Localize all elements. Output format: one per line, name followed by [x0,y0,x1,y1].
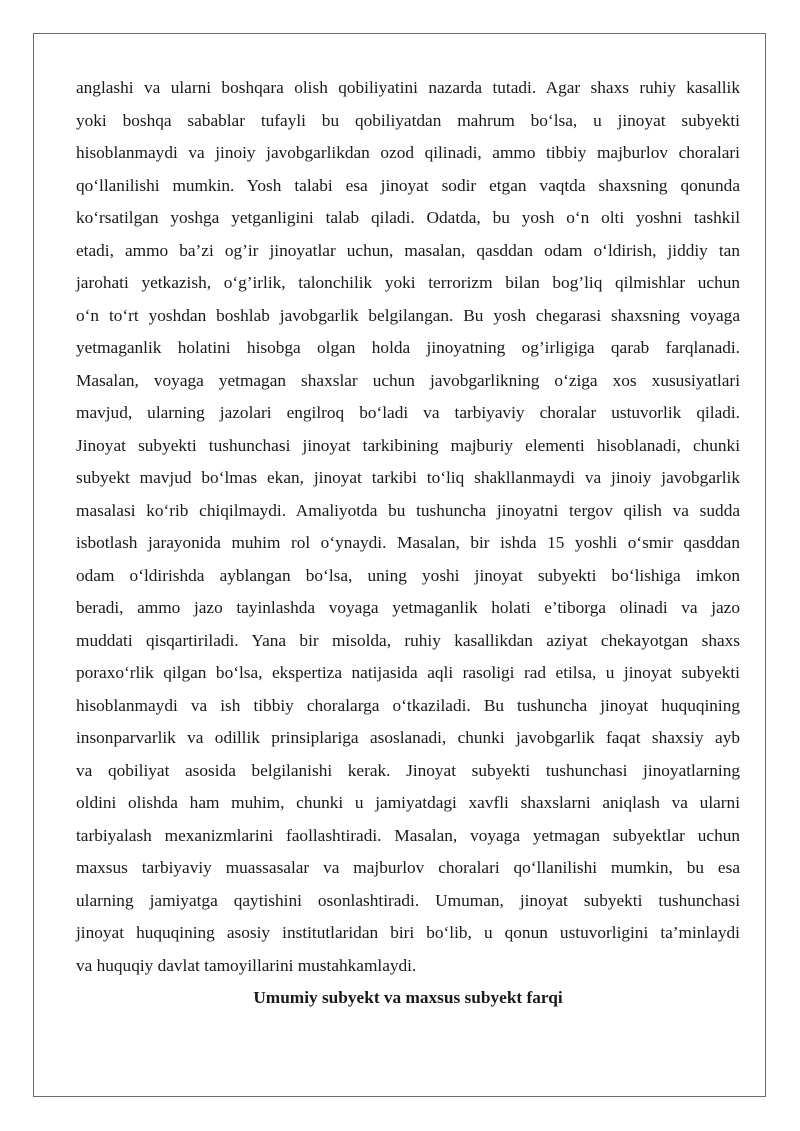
paragraph-line: mavjud, ularning jazolari engilroq bo‘ladi va tarbiyaviy choralar ustuvorlik qiladi. [76,403,740,422]
paragraph-line: odam o‘ldirishda ayblangan bo‘lsa, uning yoshi jinoyat subyekti bo‘lishiga imkon [76,565,740,585]
section-heading: Umumiy subyekt va maxsus subyekt farqi [253,988,563,1007]
paragraph-line: masalasi ko‘rib chiqilmaydi. Amaliyotda bu tushuncha jinoyatni tergov qilish va sudda [76,500,740,520]
paragraph-line: oldini olishda ham muhim, chunki u jamiyatdagi xavfli shaxslarni aniqlash va ularni [76,793,740,812]
paragraph-line: muddati qisqartiriladi. Yana bir misolda, ruhiy kasallikdan aziyat chekayotgan shaxs [76,630,740,650]
paragraph-line: Jinoyat subyekti tushunchasi jinoyat tarkibining majburiy elementi hisoblanadi, chunki [76,435,740,455]
paragraph-line: tarbiyalash mexanizmlarini faollashtiradi. Masalan, voyaga yetmagan subyektlar uchun [76,825,740,845]
paragraph-line: va huquqiy davlat tamoyillarini mustahkamlaydi. [76,955,417,975]
paragraph-line: beradi, ammo jazo tayinlashda voyaga yetmaganlik holati e’tiborga olinadi va jazo [76,598,740,617]
paragraph-line: jarohati yetkazish, o‘g’irlik, talonchilik yoki terrorizm bilan bog’liq qilmishlar uchun [76,273,740,292]
paragraph-line: qo‘llanilishi mumkin. Yosh talabi esa jinoyat sodir etgan vaqtda shaxsning qonunda [76,175,740,195]
paragraph-line: isbotlash jarayonida muhim rol o‘ynaydi. Masalan, bir ishda 15 yoshli o‘smir qasddan [76,533,740,552]
paragraph-line: o‘n to‘rt yoshdan boshlab javobgarlik belgilangan. Bu yosh chegarasi shaxsning voyaga [76,305,740,325]
paragraph-line: yetmaganlik holatini hisobga olgan holda jinoyatning og’irligiga qarab farqlanadi. [76,338,740,357]
paragraph-line: subyekt mavjud bo‘lmas ekan, jinoyat tarkibi to‘liq shakllanmaydi va jinoiy javobgarlik [76,468,740,487]
paragraph-line: anglashi va ularni boshqara olish qobiliyatini nazarda tutadi. Agar shaxs ruhiy kasallik [76,78,740,97]
paragraph-line: jinoyat huquqining asosiy institutlaridan biri bo‘lib, u qonun ustuvorligini ta’minlaydi [76,923,740,942]
paragraph-line: hisoblanmaydi va jinoiy javobgarlikdan ozod qilinadi, ammo tibbiy majburlov choralari [76,143,740,162]
paragraph-line: ularning jamiyatga qaytishini osonlashtiradi. Umuman, jinoyat subyekti tushunchasi [76,890,740,910]
paragraph-line: Masalan, voyaga yetmagan shaxslar uchun javobgarlikning o‘ziga xos xususiyatlari [76,370,740,390]
paragraph-line: yoki boshqa sabablar tufayli bu qobiliyatdan mahrum bo‘lsa, u jinoyat subyekti [76,110,740,130]
paragraph-line: maxsus tarbiyaviy muassasalar va majburlov choralari qo‘llanilishi mumkin, bu esa [76,858,740,877]
paragraph-line: insonparvarlik va odillik prinsiplariga asoslanadi, chunki javobgarlik faqat shaxsiy ayb [76,728,740,747]
paragraph-line: ko‘rsatilgan yoshga yetganligini talab qiladi. Odatda, bu yosh o‘n olti yoshni tashkil [76,208,740,227]
paragraph-line: va qobiliyat asosida belgilanishi kerak. Jinoyat subyekti tushunchasi jinoyatlarning [76,760,740,780]
paragraph-line: hisoblanmaydi va ish tibbiy choralarga o‘tkaziladi. Bu tushuncha jinoyat huquqining [76,695,740,715]
paragraph-line: poraxo‘rlik qilgan bo‘lsa, ekspertiza natijasida aqli rasoligi rad etilsa, u jinoyat subyekti [76,663,740,682]
paragraph-line: etadi, ammo ba’zi og’ir jinoyatlar uchun, masalan, qasddan odam o‘ldirish, jiddiy tan [76,240,740,260]
